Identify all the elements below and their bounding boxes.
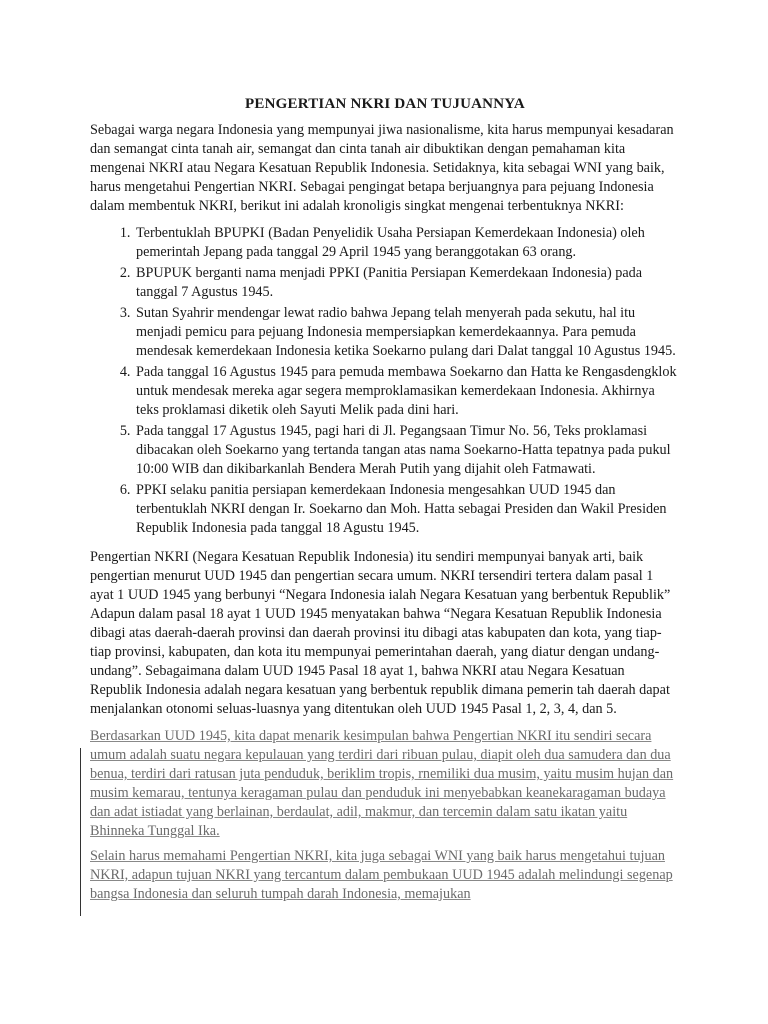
revision-change-bar: [80, 748, 81, 916]
purpose-paragraph: Selain harus memahami Pengertian NKRI, kita juga sebagai WNI yang baik harus mengetahui tujuan NKRI, adapun tujuan NKRI yang tercantum dalam pembukaan UUD 1945 adalah melindungi segenap bangsa Indonesia dan seluruh tumpah darah Indonesia, memajukan: [90, 848, 673, 902]
list-item: 1. Terbentuklah BPUPKI (Badan Penyelidik Usaha Persiapan Kemerdekaan Indonesia) oleh pemerintah Jepang pada tanggal 29 April 1945 yang beranggotakan 63 orang.: [134, 224, 680, 262]
conclusion-paragraph: Berdasarkan UUD 1945, kita dapat menarik kesimpulan bahwa Pengertian NKRI itu sendiri secara umum adalah suatu negara kepulauan yang terdiri dari ribuan pulau, diapit oleh dua samudera dan dua benua, terdiri dari ratusan juta penduduk, beriklim tropis, rnemiliki dua musim, yaitu musim hujan dan musim kemarau, tentunya keragaman pulau dan penduduk ini menyebabkan keanekaragaman budaya dan adat istiadat yang berlainan, berdaulat, adil, makmur, dan tercemin dalam satu ikatan yaitu Bhinneka Tunggal Ika.: [90, 728, 674, 839]
list-item: 5. Pada tanggal 17 Agustus 1945, pagi hari di Jl. Pegangsaan Timur No. 56, Teks proklamasi dibacakan oleh Soekarno yang tertanda tangan atas nama Soekarno-Hatta tepatnya pada pukul 10:00 WIB dan dikibarkanlah Bendera Merah Putih yang dijahit oleh Fatmawati.: [134, 422, 680, 479]
list-item: 2. BPUPUK berganti nama menjadi PPKI (Panitia Persiapan Kemerdekaan Indonesia) pada tanggal 7 Agustus 1945.: [134, 264, 680, 302]
list-item: 4. Pada tanggal 16 Agustus 1945 para pemuda membawa Soekarno dan Hatta ke Rengasdengklok untuk mendesak mereka agar segera memproklamasikan kemerdekaan Indonesia. Akhirnya teks proklamasi diketik oleh Sayuti Melik pada dini hari.: [134, 363, 680, 420]
definition-paragraph: Pengertian NKRI (Negara Kesatuan Republik Indonesia) itu sendiri mempunyai banyak arti, baik pengertian menurut UUD 1945 dan pengertian secara umum. NKRI tersendiri tertera dalam pasal 1 ayat 1 UUD 1945 yang berbunyi “Negara Indonesia ialah Negara Kesatuan yang berbentuk Republik” Adapun dalam pasal 18 ayat 1 UUD 1945 menyatakan bahwa “Negara Kesatuan Republik Indonesia dibagi atas daerah-daerah provinsi dan daerah provinsi itu dibagi atas kabupaten dan kota, yang tiap-tiap provinsi, kabupaten, dan kota itu mempunyai pemerintahan daerah, yang diatur dengan undang-undang”. Sebagaimana dalam UUD 1945 Pasal 18 ayat 1, bahwa NKRI atau Negara Kesatuan Republik Indonesia adalah negara kesatuan yang berbentuk republik dimana pemerin tah daerah dapat menjalankan otonomi seluas-luasnya yang ditentukan oleh UUD 1945 Pasal 1, 2, 3, 4, dan 5.: [90, 549, 671, 717]
chronology-list: [90, 224, 680, 538]
intro-paragraph: Sebagai warga negara Indonesia yang mempunyai jiwa nasionalisme, kita harus mempunyai kesadaran dan semangat cinta tanah air, semangat dan cinta tanah air dibuktikan dengan pemahaman kita mengenai NKRI atau Negara Kesatuan Republik Indonesia. Setidaknya, kita sebagai WNI yang baik, harus mengetahui Pengertian NKRI. Sebagai pengingat betapa berjuangnya para pejuang Indonesia dalam membentuk NKRI, berikut ini adalah kronoligis singkat mengenai terbentuknya NKRI:: [90, 122, 674, 214]
list-item: 6. PPKI selaku panitia persiapan kemerdekaan Indonesia mengesahkan UUD 1945 dan terbentuklah NKRI dengan Ir. Soekarno dan Moh. Hatta sebagai Presiden dan Wakil Presiden Republik Indonesia pada tanggal 18 Agustu 1945.: [134, 481, 680, 538]
page-title: PENGERTIAN NKRI DAN TUJUANNYA: [245, 96, 525, 112]
list-item: 3. Sutan Syahrir mendengar lewat radio bahwa Jepang telah menyerah pada sekutu, hal itu menjadi pemicu para pejuang Indonesia mempersiapkan kemerdekaannya. Para pemuda mendesak kemerdekaan Indonesia ketika Soekarno pulang dari Dalat tanggal 10 Agustus 1945.: [134, 304, 680, 361]
